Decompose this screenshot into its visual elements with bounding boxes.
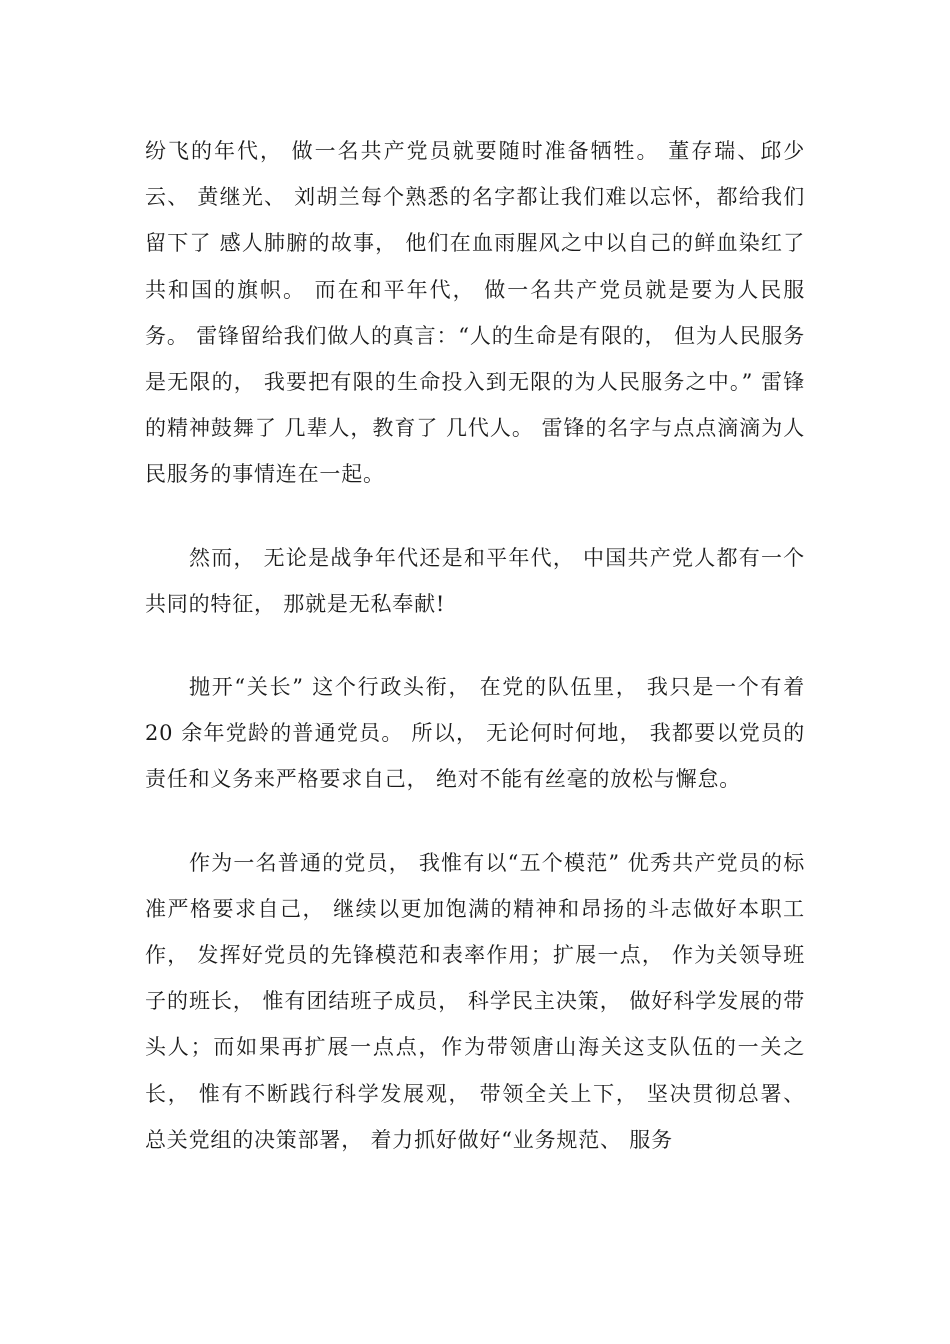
paragraph-4: 作为一名普通的党员， 我惟有以“五个模范” 优秀共产党员的标准严格要求自己， 继续以更加饱满的精神和昂扬的斗志做好本职工作， 发挥好党员的先锋模范和表率作用；扩展一点， 作为关领导班子的班长， 惟有团结班子成员， 科学民主决策， 做好科学发展的带头人；而如果再扩展一点点，作为带领唐山海关这支队伍的一关之长， 惟有不断践行科学发展观， 带领全关上下， 坚决贯彻总署、 总关党组的决策部署， 着力抓好做好“业务规范、 服务 xyxy=(145,850,805,1152)
paragraph-3: 抛开“关长” 这个行政头衔， 在党的队伍里， 我只是一个有着 20 余年党龄的普通党员。 所以， 无论何时何地， 我都要以党员的责任和义务来严格要求自己， 绝对不能有丝毫的放松与懈怠。 xyxy=(145,675,805,792)
document-body xyxy=(145,128,805,1200)
paragraph-2: 然而， 无论是战争年代还是和平年代， 中国共产党人都有一个共同的特征， 那就是无私奉献! xyxy=(145,545,805,616)
paragraph-1: 纷飞的年代， 做一名共产党员就要随时准备牺牲。 董存瑞、邱少云、 黄继光、 刘胡兰每个熟悉的名字都让我们难以忘怀，都给我们留下了 感人肺腑的故事， 他们在血雨腥风之中以自己的鲜血染红了 共和国的旗帜。 而在和平年代， 做一名共产党员就是要为人民服务。 雷锋留给我们做人的真言：“人的生命是有限的， 但为人民服务是无限的， 我要把有限的生命投入到无限的为人民服务之中。” 雷锋的精神鼓舞了 几辈人，教育了 几代人。 雷锋的名字与点点滴滴为人民服务的事情连在一起。 xyxy=(145,139,805,487)
